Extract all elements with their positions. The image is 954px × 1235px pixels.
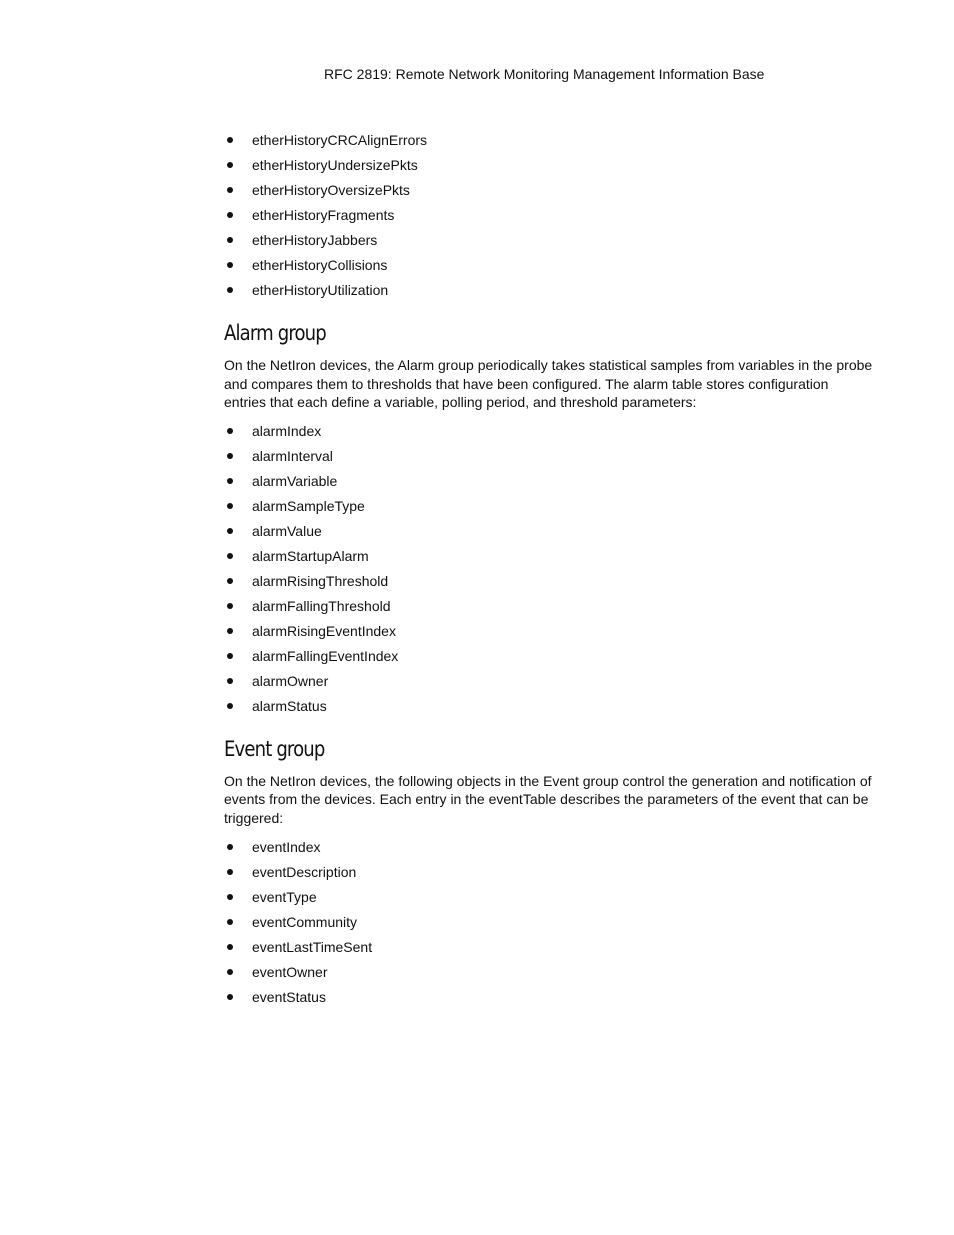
list-item (224, 181, 874, 199)
event-group-heading: Event group (224, 736, 325, 761)
bullet-icon (227, 528, 233, 534)
list-item (224, 231, 874, 249)
list-item (224, 697, 874, 715)
list-item (224, 597, 874, 615)
list-item-text: alarmSampleType (252, 497, 365, 514)
list-item (224, 572, 874, 590)
event-object-list (224, 838, 874, 1006)
bullet-icon (227, 453, 233, 459)
list-item (224, 863, 874, 881)
list-item-text: alarmValue (252, 522, 322, 539)
list-item (224, 472, 874, 490)
bullet-icon (227, 553, 233, 559)
list-item (224, 156, 874, 174)
list-item (224, 206, 874, 224)
bullet-icon (227, 137, 233, 143)
list-item-text: eventDescription (252, 863, 357, 880)
list-item (224, 281, 874, 299)
alarm-object-list (224, 422, 874, 715)
list-item-text: alarmIndex (252, 422, 322, 439)
list-item-text: etherHistoryCRCAlignErrors (252, 132, 428, 148)
bullet-icon (227, 869, 233, 875)
list-item-text: etherHistoryUtilization (252, 282, 389, 298)
bullet-icon (227, 237, 233, 243)
history-object-list (224, 131, 874, 299)
bullet-icon (227, 678, 233, 684)
bullet-icon (227, 628, 233, 634)
event-group-description: On the NetIron devices, the following objects in the Event group control the generation and notification of events from the devices. Each entry in the eventTable describes the parameters of the event that can be triggered: (224, 772, 872, 826)
bullet-icon (227, 944, 233, 950)
list-item (224, 838, 874, 856)
list-item-text: alarmVariable (252, 472, 338, 489)
list-item (224, 256, 874, 274)
list-item-text: alarmStatus (252, 697, 327, 714)
list-item-text: alarmRisingEventIndex (252, 622, 396, 639)
bullet-icon (227, 187, 233, 193)
list-item (224, 672, 874, 690)
list-item-text: alarmFallingThreshold (252, 597, 391, 614)
list-item-text: eventType (252, 888, 317, 905)
list-item-text: alarmFallingEventIndex (252, 647, 399, 664)
list-item-text: eventLastTimeSent (252, 938, 373, 955)
list-item-text: alarmInterval (252, 447, 333, 464)
running-header: RFC 2819: Remote Network Monitoring Management Information Base (324, 66, 765, 82)
bullet-icon (227, 894, 233, 900)
list-item-text: eventStatus (252, 988, 326, 1005)
list-item (224, 647, 874, 665)
alarm-group-description: On the NetIron devices, the Alarm group periodically takes statistical samples from variables in the probe and compares them to thresholds that have been configured. The alarm table stores configuration entries that each define a variable, polling period, and threshold parameters: (224, 357, 873, 411)
list-item (224, 497, 874, 515)
list-item (224, 547, 874, 565)
list-item-text: alarmStartupAlarm (252, 547, 369, 564)
list-item (224, 963, 874, 981)
list-item (224, 938, 874, 956)
bullet-icon (227, 969, 233, 975)
list-item (224, 522, 874, 540)
list-item-text: eventIndex (252, 838, 321, 855)
list-item (224, 888, 874, 906)
list-item-text: alarmRisingThreshold (252, 572, 389, 589)
page-content (224, 131, 874, 1013)
bullet-icon (227, 262, 233, 268)
list-item-text: eventOwner (252, 963, 328, 980)
bullet-icon (227, 212, 233, 218)
bullet-icon (227, 478, 233, 484)
bullet-icon (227, 844, 233, 850)
list-item-text: etherHistoryJabbers (252, 232, 378, 248)
bullet-icon (227, 287, 233, 293)
bullet-icon (227, 503, 233, 509)
list-item (224, 988, 874, 1006)
list-item (224, 913, 874, 931)
bullet-icon (227, 603, 233, 609)
list-item-text: etherHistoryCollisions (252, 257, 388, 273)
bullet-icon (227, 653, 233, 659)
list-item (224, 422, 874, 440)
bullet-icon (227, 162, 233, 168)
bullet-icon (227, 428, 233, 434)
bullet-icon (227, 578, 233, 584)
list-item (224, 622, 874, 640)
list-item-text: etherHistoryUndersizePkts (252, 157, 418, 173)
list-item (224, 131, 874, 149)
list-item-text: eventCommunity (252, 913, 358, 930)
bullet-icon (227, 994, 233, 1000)
list-item-text: etherHistoryOversizePkts (252, 182, 410, 198)
list-item-text: etherHistoryFragments (252, 207, 395, 223)
list-item (224, 447, 874, 465)
bullet-icon (227, 703, 233, 709)
alarm-group-heading: Alarm group (224, 321, 326, 345)
bullet-icon (227, 919, 233, 925)
list-item-text: alarmOwner (252, 672, 329, 689)
